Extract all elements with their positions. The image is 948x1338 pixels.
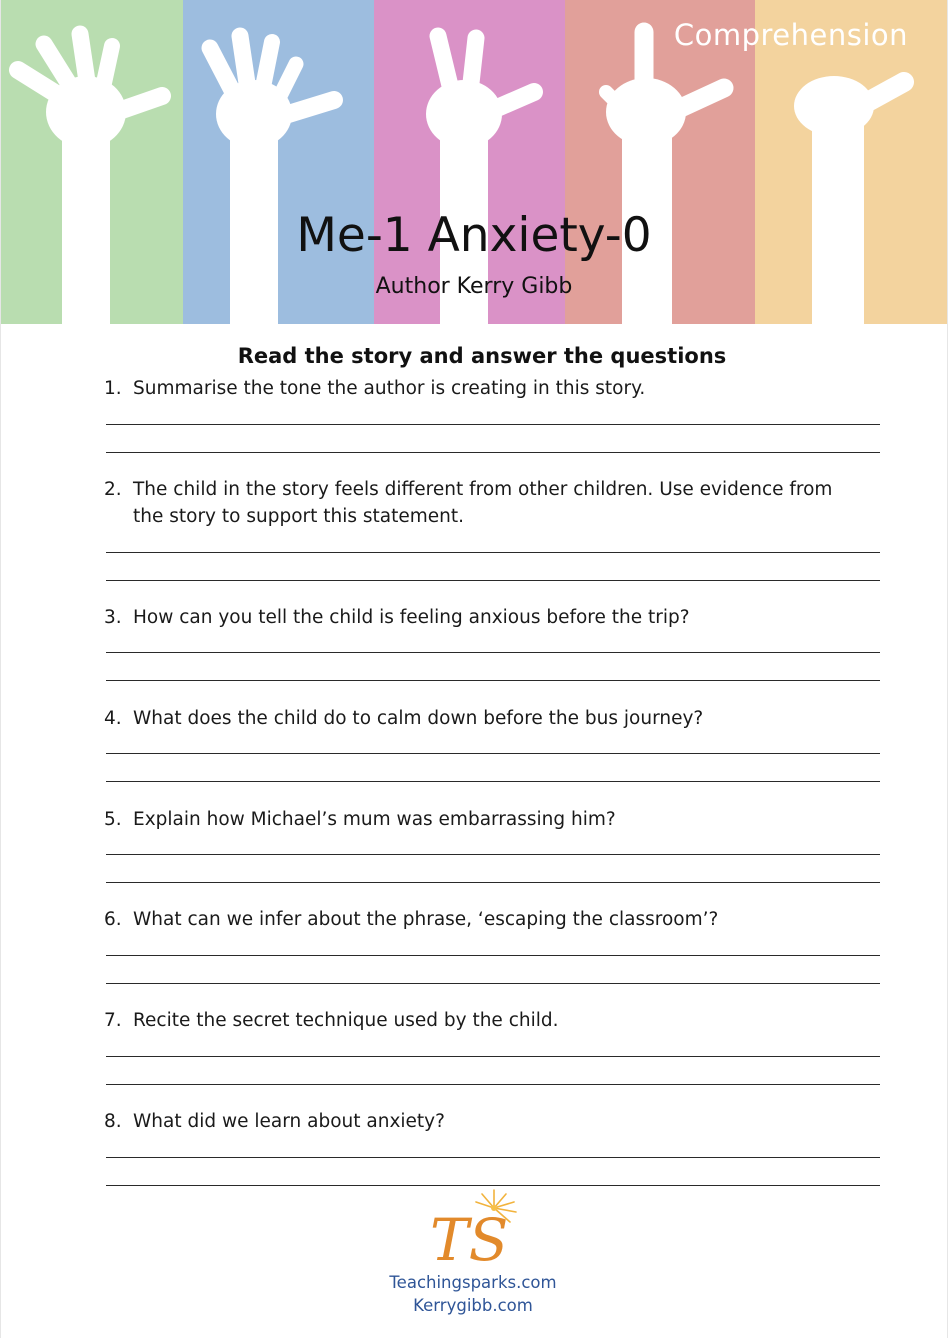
question-item [104, 1108, 864, 1135]
answer-line[interactable] [106, 1056, 880, 1057]
footer-site-teachingsparks[interactable]: Teachingsparks.com [389, 1273, 557, 1292]
answer-line[interactable] [106, 452, 880, 453]
answer-line[interactable] [106, 854, 880, 855]
logo-monogram: TS [430, 1206, 509, 1270]
question-item [104, 375, 864, 402]
answer-line[interactable] [106, 955, 880, 956]
question-number: 7. [104, 1010, 122, 1031]
question-item [104, 604, 864, 631]
question-text: Explain how Michael’s mum was embarrassing him? [133, 809, 616, 830]
answer-line[interactable] [106, 552, 880, 553]
question-item [104, 476, 864, 530]
answer-line[interactable] [106, 781, 880, 782]
author-line: Author Kerry Gibb [375, 274, 573, 299]
answer-line[interactable] [106, 882, 880, 883]
question-number: 2. [104, 479, 122, 500]
question-item [104, 1007, 864, 1034]
question-number: 8. [104, 1111, 122, 1132]
answer-line[interactable] [106, 753, 880, 754]
answer-line[interactable] [106, 580, 880, 581]
question-text: How can you tell the child is feeling anxious before the trip? [133, 607, 690, 628]
question-text: What does the child do to calm down before the bus journey? [133, 708, 704, 729]
teachingsparks-logo-icon [424, 1186, 524, 1270]
question-number: 4. [104, 708, 122, 729]
answer-line[interactable] [106, 680, 880, 681]
question-text: Summarise the tone the author is creating in this story. [133, 378, 646, 399]
question-number: 6. [104, 909, 122, 930]
answer-line[interactable] [106, 652, 880, 653]
answer-line[interactable] [106, 1084, 880, 1085]
question-item [104, 705, 864, 732]
answer-line[interactable] [106, 424, 880, 425]
question-item [104, 906, 864, 933]
question-number: 3. [104, 607, 122, 628]
question-number: 1. [104, 378, 122, 399]
question-text: What can we infer about the phrase, ‘escaping the classroom’? [133, 909, 719, 930]
answer-line[interactable] [106, 1157, 880, 1158]
question-text: What did we learn about anxiety? [133, 1111, 445, 1132]
answer-line[interactable] [106, 983, 880, 984]
comprehension-badge: Comprehension [673, 18, 908, 52]
instructions-heading: Read the story and answer the questions [237, 344, 727, 368]
worksheet-title: Me-1 Anxiety-0 [296, 208, 652, 263]
question-item [104, 806, 864, 833]
header-banner [0, 0, 948, 324]
question-number: 5. [104, 809, 122, 830]
footer-site-kerrygibb[interactable]: Kerrygibb.com [413, 1296, 533, 1315]
question-text: Recite the secret technique used by the child. [133, 1010, 559, 1031]
question-text: The child in the story feels different from other children. Use evidence from the story to support this statement. [133, 479, 833, 527]
